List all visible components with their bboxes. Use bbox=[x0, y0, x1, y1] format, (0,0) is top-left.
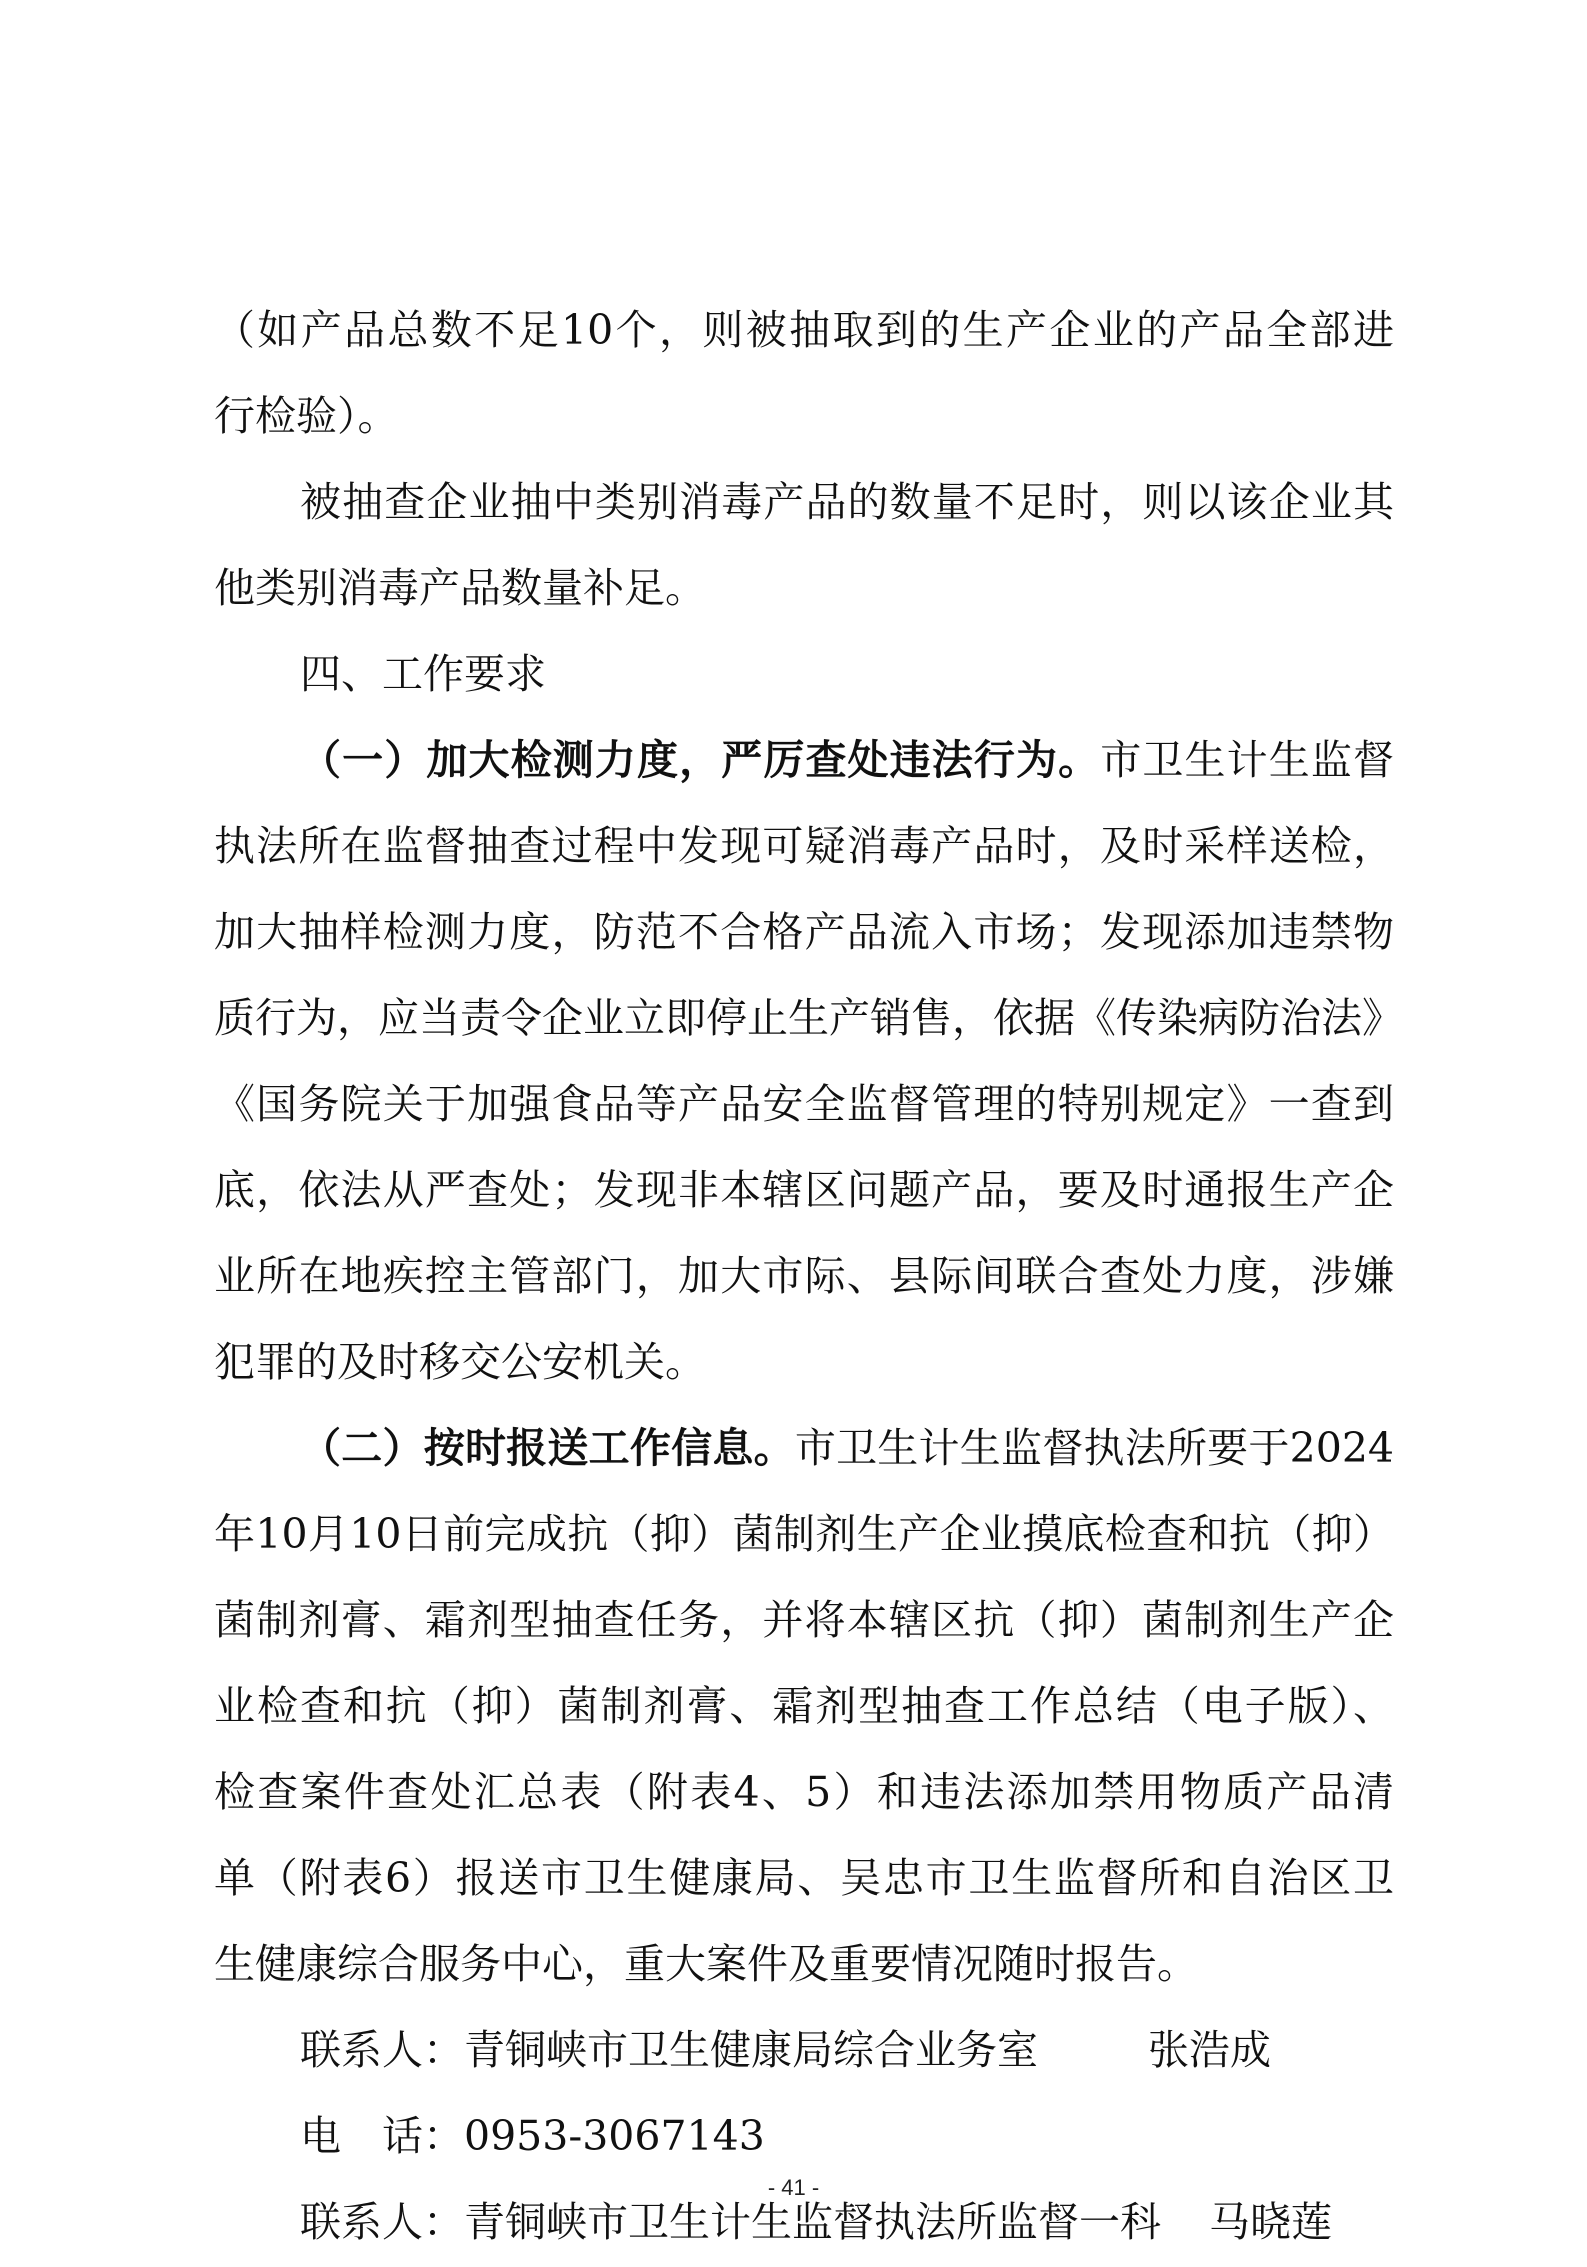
paragraph-line: （如产品总数不足10个，则被抽取到的生产企业的产品全部进 bbox=[214, 306, 1394, 354]
section-heading: 四、工作要求 bbox=[300, 650, 546, 698]
paragraph-text: 市卫生计生监督执法所要于2024 bbox=[794, 1424, 1394, 1472]
paragraph-line: 业检查和抗（抑）菌制剂膏、霜剂型抽查工作总结（电子版）、 bbox=[214, 1682, 1394, 1730]
contact-label: 联系人： bbox=[300, 2198, 464, 2246]
paragraph-line: 底，依法从严查处；发现非本辖区问题产品，要及时通报生产企 bbox=[214, 1166, 1394, 1214]
paragraph-line: 他类别消毒产品数量补足。 bbox=[214, 564, 706, 612]
paragraph-line: 年10月10日前完成抗（抑）菌制剂生产企业摸底检查和抗（抑） bbox=[214, 1510, 1394, 1558]
bold-lead: （一）加大检测力度，严厉查处违法行为。 bbox=[300, 736, 1101, 784]
phone-label: 电 话： bbox=[300, 2112, 464, 2160]
contact-org: 青铜峡市卫生计生监督执法所监督一科 bbox=[464, 2198, 1161, 2246]
contact-name: 张浩成 bbox=[1148, 2026, 1271, 2074]
paragraph-line: 加大抽样检测力度，防范不合格产品流入市场；发现添加违禁物 bbox=[214, 908, 1394, 956]
paragraph-line: 菌制剂膏、霜剂型抽查任务，并将本辖区抗（抑）菌制剂生产企 bbox=[214, 1596, 1394, 1644]
paragraph-line: 执法所在监督抽查过程中发现可疑消毒产品时，及时采样送检， bbox=[214, 822, 1394, 870]
paragraph-line: 犯罪的及时移交公安机关。 bbox=[214, 1338, 706, 1386]
paragraph-line: 《国务院关于加强食品等产品安全监督管理的特别规定》一查到 bbox=[214, 1080, 1394, 1128]
paragraph-line: 单（附表6）报送市卫生健康局、吴忠市卫生监督所和自治区卫 bbox=[214, 1854, 1394, 1902]
paragraph-line: 生健康综合服务中心，重大案件及重要情况随时报告。 bbox=[214, 1940, 1198, 1988]
page-number: - 41 - bbox=[767, 2175, 820, 2200]
paragraph-first-line bbox=[300, 715, 1394, 805]
contact-name: 马晓莲 bbox=[1209, 2198, 1332, 2246]
contact-phone-row bbox=[300, 2091, 765, 2181]
paragraph-line: 质行为，应当责令企业立即停止生产销售，依据《传染病防治法》 bbox=[214, 994, 1403, 1042]
paragraph-text: 市卫生计生监督 bbox=[1100, 736, 1395, 784]
contact-row-1 bbox=[300, 2005, 1271, 2095]
contact-label: 联系人： bbox=[300, 2026, 464, 2074]
bold-lead: （二）按时报送工作信息。 bbox=[300, 1424, 795, 1472]
paragraph-line: 检查案件查处汇总表（附表4、5）和违法添加禁用物质产品清 bbox=[214, 1768, 1394, 1816]
contact-org: 青铜峡市卫生健康局综合业务室 bbox=[464, 2026, 1038, 2074]
paragraph-line: 被抽查企业抽中类别消毒产品的数量不足时，则以该企业其 bbox=[300, 478, 1394, 526]
paragraph-line: 行检验）。 bbox=[214, 392, 399, 440]
paragraph-first-line bbox=[300, 1403, 1394, 1493]
paragraph-line: 业所在地疾控主管部门，加大市际、县际间联合查处力度，涉嫌 bbox=[214, 1252, 1394, 1300]
phone-value: 0953-3067143 bbox=[464, 2112, 765, 2160]
